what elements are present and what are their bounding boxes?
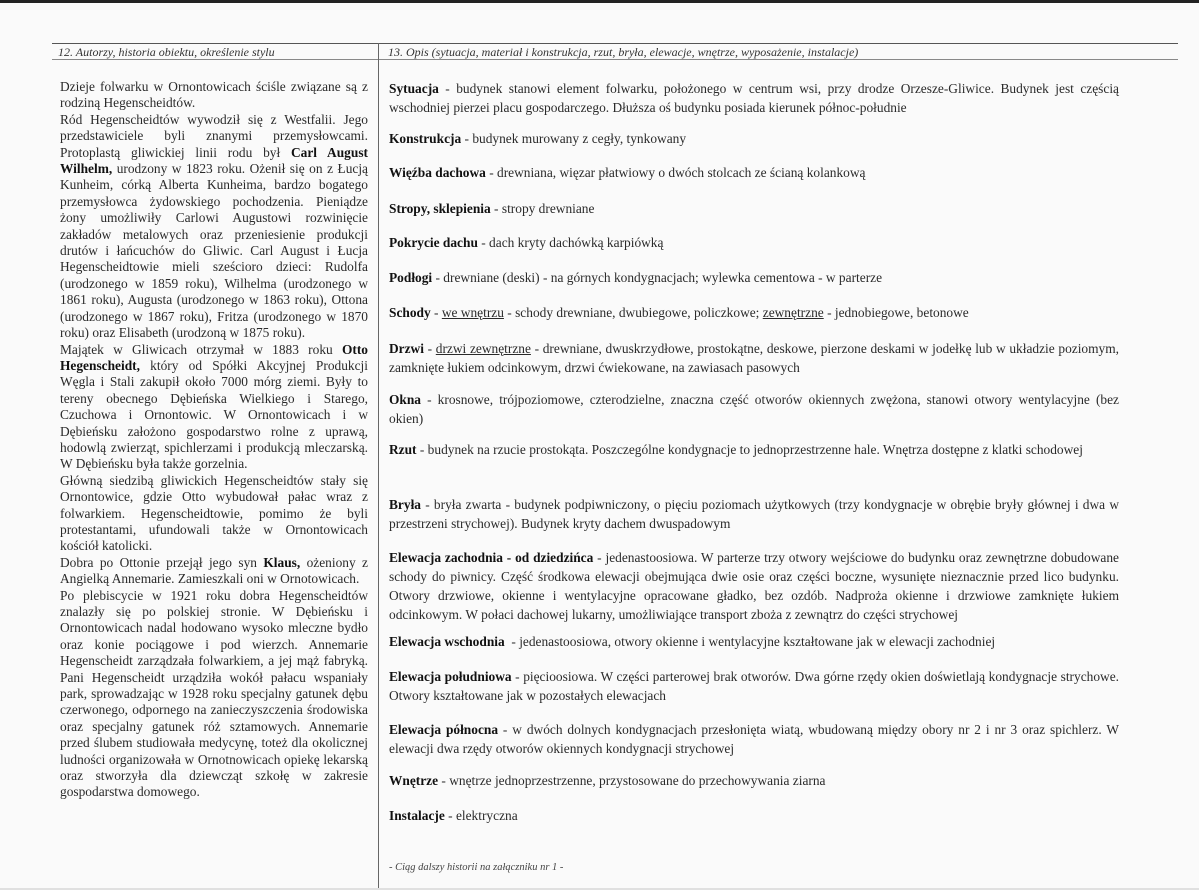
section-body: - krosnowe, trójpoziomowe, czterodzielne, znaczna część otworów okiennych zwężona, stanowi otwory wentylacyjne (bez okien) — [389, 392, 1119, 426]
section-body: - jedenastoosiowa, otwory okienne i wentylacyjne kształtowane jak w elewacji zachodniej — [504, 634, 996, 649]
underlined-term: drzwi zewnętrzne — [435, 341, 531, 356]
section-title: Okna — [389, 392, 422, 407]
history-text-span: Po plebiscycie w 1921 roku dobra Hegenscheidtów znalazły się po polskiej stronie. W Dębieńsku i Ornontowicach nadal hodowano wysoko mleczne bydło oraz konie pociągowe i pod wierzch. Annemarie Hegenscheidt zarządzała folwarkiem, a jej mąż fabryką. Pani Hegenscheidt urządziła wokół pałacu wspaniały park, sprowadzając w 1928 roku specjalny gatunek dębu czerwonego, odpornego na zanieczyszczenia środowiska oraz specjalny gatunek róż sztamowych. Annemarie przed ślubem studiowała medycynę, toteż dla okolicznej ludności organizowała w Ornotnowicach opiekę lekarską oraz stworzyła dla dziewcząt szkołę w zakresie gospodarstwa domowego. — [60, 587, 368, 800]
section-elewacja-wschodnia — [389, 632, 1119, 651]
history-paragraph — [60, 342, 368, 473]
section-body: - drewniane (deski) - na górnych kondygnacjach; wylewka cementowa - w parterze — [432, 270, 883, 285]
section-body: - budynek stanowi element folwarku, położonego w centrum wsi, przy drodze Orzesze-Gliwice. Budynek jest częścią wschodniej pierzei placu gospodarczego. Dłuższa oś budynku posiada kierunek północ-południe — [389, 81, 1119, 115]
section-drzwi — [389, 339, 1119, 377]
section-body: - stropy drewniane — [490, 201, 595, 216]
section-body: - — [423, 341, 436, 356]
history-text — [60, 79, 368, 801]
section-title: Stropy, sklepienia — [389, 201, 491, 216]
person-name: Otto Hegenscheidt, — [60, 341, 368, 373]
underlined-term: we wnętrzu — [441, 305, 504, 320]
section-title: Wnętrze — [389, 773, 439, 788]
section-wnetrze — [389, 771, 1119, 790]
section-body: - wnętrze jednoprzestrzenne, przystosowane do przechowywania ziarna — [438, 773, 826, 788]
history-text-span: Dobra po Ottonie przejął jego syn — [60, 554, 264, 570]
section-elewacja-polnocna — [389, 720, 1119, 758]
section-title: Schody — [389, 305, 431, 320]
section-sytuacja — [389, 79, 1119, 117]
history-text-span: Ród Hegenscheidtów wywodził się z Westfalii. Jego przedstawiciele byli znanymi przemysłowcami. Protoplastą gliwickiej linii rodu był — [60, 111, 368, 160]
history-text-span: Główną siedzibą gliwickich Hegenscheidtów stały się Ornontowice, gdzie Otto wybudował pałac wraz z folwarkiem. Hegenscheidtowie, pomimo że byli protestantami, ufundowali także w Ornontowicach kościół katolicki. — [60, 472, 368, 554]
section-wiezba — [389, 163, 1119, 182]
description-column-header: 13. Opis (sytuacja, materiał i konstrukcja, rzut, bryła, elewacje, wnętrze, wyposażenie, instalacje) — [388, 45, 859, 59]
section-body: - schody drewniane, dwubiegowe, policzkowe; — [503, 305, 763, 320]
column-divider — [378, 43, 379, 888]
section-body: - budynek na rzucie prostokąta. Poszczególne kondygnacje to jednoprzestrzenne hale. Wnętrza dostępne z klatki schodowej — [416, 442, 1083, 457]
section-okna — [389, 390, 1119, 428]
section-pokrycie — [389, 233, 1119, 252]
section-title: Więźba dachowa — [389, 165, 486, 180]
history-column-header: 12. Autorzy, historia obiektu, określenie stylu — [58, 45, 275, 59]
section-bryla — [389, 495, 1119, 533]
history-text-span: urodzony w 1823 roku. Ożenił się on z Łucją Kunheim, córką Alberta Kunheima, bardzo bogatego przemysłowca żydowskiego pochodzenia. Pieniądze żony umożliwiły Carlowi Augustowi rozwinięcie zakładów metalowych oraz przeniesienie produkcji drutów i łańcuchów do Gliwic. Carl August i Łucja Hegenscheidtowie mieli sześcioro dzieci: Rudolfa (urodzonego w 1859 roku), Wilhelma (urodzonego w 1861 roku), Augusta (urodzonego w 1863 roku), Ottona (urodzonego w 1867 roku), Fritza (urodzonego w 1870 roku) oraz Elisabeth (urodzoną w 1875 roku). — [60, 161, 368, 341]
section-title: Elewacja zachodnia - od dziedzińca — [389, 550, 594, 565]
history-intro: Dzieje folwarku w Ornontowicach ściśle związane są z rodziną Hegenscheidtów. — [60, 79, 368, 111]
section-body: - drewniana, więzar płatwiowy o dwóch stolcach ze ścianą kolankową — [485, 165, 866, 180]
section-title: Rzut — [389, 442, 417, 457]
section-title: Drzwi — [389, 341, 424, 356]
section-elewacja-poludniowa — [389, 667, 1119, 705]
section-title: Bryła — [389, 497, 421, 512]
section-body: - bryła zwarta - budynek podpiwniczony, o pięciu poziomach użytkowych (trzy kondygnacje w obrębie bryły głównej i dwa w przestrzeni strychowej). Budynek kryty dachem dwuspadowym — [389, 497, 1119, 531]
section-title: Pokrycie dachu — [389, 235, 478, 250]
section-body: - pięcioosiowa. W części parterowej brak otworów. Dwa górne rzędy okien doświetlają kondygnacje strychowe. Otwory kształtowane jak w pozostałych elewacjach — [389, 669, 1119, 703]
section-body: - w dwóch dolnych kondygnacjach przesłonięta wiatą, wbudowaną między obory nr 2 i nr 3 oraz spichlerz. W elewacji dwa rzędy otworów okiennych kondygnacji strychowej — [389, 722, 1120, 756]
history-paragraph — [60, 555, 368, 588]
history-paragraph — [60, 588, 368, 801]
section-podlogi — [389, 268, 1119, 287]
person-name: Carl August Wilhelm, — [60, 144, 368, 177]
section-title: Elewacja wschodnia — [389, 634, 505, 649]
section-konstrukcja — [389, 129, 1119, 148]
history-text-span: ożeniony z Angielką Annemarie. Zamieszkali oni w Ornotowicach. — [60, 554, 368, 587]
section-title: Podłogi — [389, 270, 433, 285]
scan-top-edge — [0, 0, 1199, 3]
history-paragraph — [60, 473, 368, 555]
section-elewacja-zachodnia — [389, 548, 1119, 624]
section-stropy — [389, 199, 1119, 218]
history-text-span: Majątek w Gliwicach otrzymał w 1883 roku — [60, 341, 342, 357]
underlined-term: zewnętrzne — [762, 305, 824, 320]
history-paragraph — [60, 112, 368, 342]
section-title: Konstrukcja — [389, 131, 462, 146]
table-top-border — [52, 43, 1178, 44]
section-title: Elewacja północna — [389, 722, 499, 737]
section-schody — [389, 303, 1119, 322]
continuation-note: - Ciąg dalszy historii na załączniku nr 1 - — [389, 862, 564, 873]
section-body: - drewniane, dwuskrzydłowe, prostokątne, deskowe, pierzone deskami w jodełkę lub w układzie poziomym, zamknięte łukiem odcinkowym, drzwi ćwiekowane, na zawiasach pasowych — [389, 341, 1120, 375]
section-title: Instalacje — [389, 808, 445, 823]
section-rzut — [389, 440, 1119, 459]
section-title: Sytuacja — [389, 81, 439, 96]
section-title: Elewacja południowa — [389, 669, 512, 684]
section-body: - jedenastoosiowa. W parterze trzy otwory wejściowe do budynku oraz zewnętrzne dobudowane schody do piwnicy. Część środkowa elewacji obejmująca dwie osie oraz części boczne, wysunięte nieznacznie przed lico budynku. Otwory drzwiowe, okienne i wentylacyjne opracowane gładko, bez ozdób. Nadproża okienne i drzwiowe zamknięte łukiem odcinkowym. W połaci dachowej lukarny, umożliwiające transport zboża z zewnątrz do części strychowej — [389, 550, 1119, 622]
history-paragraph — [60, 79, 368, 112]
section-instalacje — [389, 806, 1119, 825]
section-body: - budynek murowany z cegły, tynkowany — [461, 131, 687, 146]
section-body: - — [430, 305, 442, 320]
section-body: - dach kryty dachówką karpiówką — [477, 235, 664, 250]
section-body: - jednobiegowe, betonowe — [823, 305, 969, 320]
section-body: - elektryczna — [444, 808, 518, 823]
history-text-span: który od Spółki Akcyjnej Produkcji Węgla i Stali zakupił około 7000 mórg ziemi. Były to tereny obecnego Dębieńska Wielkiego i Starego, Czuchowa i Ornontowic. W Ornontowicach i w Dębieńsku założono gospodarstwo rolne z uprawą, hodowlą zwierząt, spichlerzami i produkcją mleczarską. W Dębieńsku była także gorzelnia. — [60, 357, 368, 472]
person-name: Klaus, — [263, 554, 301, 570]
